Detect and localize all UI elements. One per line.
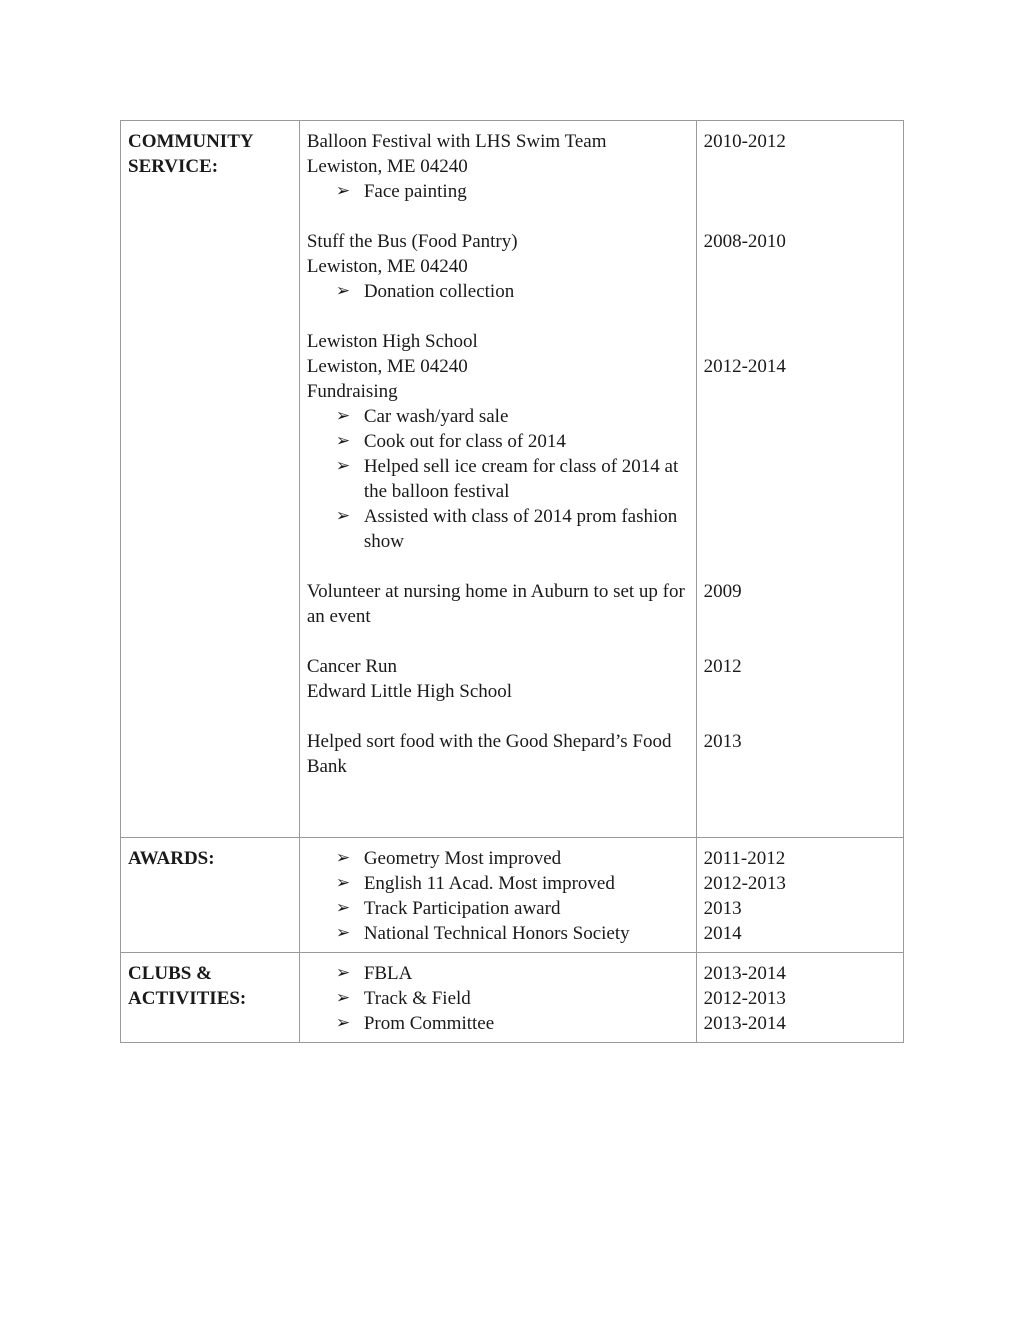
entry-line: Lewiston High School (306, 331, 478, 352)
arrow-bullet-icon: ➢ (335, 923, 351, 943)
awards-row (121, 838, 904, 953)
list-item (307, 921, 689, 946)
list-item-text: Track & Field (363, 988, 471, 1009)
clubs-row (121, 953, 904, 1043)
entry-line: Edward Little High School (306, 681, 513, 702)
arrow-bullet-icon: ➢ (335, 988, 351, 1008)
entry-line: Helped sort food with the Good Shepard’s Food Bank (306, 731, 677, 777)
community-entries (299, 121, 696, 838)
date: 2013 (703, 731, 742, 752)
date: 2012-2013 (703, 988, 786, 1009)
label-line: SERVICE: (128, 156, 219, 177)
list-item (307, 896, 689, 921)
list-item (307, 1011, 689, 1036)
awards-list (299, 838, 696, 953)
date: 2013 (703, 898, 742, 919)
list-item (307, 986, 689, 1011)
entry-line: Stuff the Bus (Food Pantry) (306, 231, 518, 252)
arrow-bullet-icon: ➢ (335, 1013, 351, 1033)
arrow-bullet-icon: ➢ (335, 963, 351, 983)
date: 2013-2014 (703, 963, 786, 984)
label-line: COMMUNITY (128, 131, 254, 152)
community-service-label (121, 121, 300, 838)
list-item (307, 871, 689, 896)
list-item-text: Prom Committee (363, 1013, 495, 1034)
list-item (307, 404, 689, 429)
list-item-text: Track Participation award (363, 898, 561, 919)
arrow-bullet-icon: ➢ (335, 898, 351, 918)
list-item-text: Cook out for class of 2014 (363, 431, 566, 452)
label-line: ACTIVITIES: (128, 988, 247, 1009)
awards-label (121, 838, 300, 953)
date: 2008-2010 (703, 231, 786, 252)
list-item-text: Face painting (363, 181, 467, 202)
entry-line: Lewiston, ME 04240 (306, 356, 468, 377)
arrow-bullet-icon: ➢ (335, 456, 351, 476)
list-item-text: Geometry Most improved (363, 848, 562, 869)
date: 2011-2012 (703, 848, 786, 869)
date: 2013-2014 (703, 1013, 786, 1034)
date: 2012-2014 (703, 356, 786, 377)
arrow-bullet-icon: ➢ (335, 181, 351, 201)
date: 2010-2012 (703, 131, 786, 152)
label-line: CLUBS & (128, 963, 212, 984)
entry-line: Lewiston, ME 04240 (306, 156, 468, 177)
date: 2012 (703, 656, 742, 677)
awards-dates (696, 838, 903, 953)
entry-line: Volunteer at nursing home in Auburn to set up for an event (306, 581, 690, 627)
list-item (307, 504, 689, 554)
list-item-text: English 11 Acad. Most improved (363, 873, 615, 894)
date: 2009 (703, 581, 742, 602)
arrow-bullet-icon: ➢ (335, 281, 351, 301)
list-item (307, 454, 689, 504)
date: 2014 (703, 923, 742, 944)
entry-line: Cancer Run (306, 656, 398, 677)
list-item (307, 961, 689, 986)
list-item-text: Helped sell ice cream for class of 2014 at the balloon festival (363, 456, 679, 502)
arrow-bullet-icon: ➢ (335, 506, 351, 526)
resume-table (120, 120, 904, 1043)
list-item (307, 846, 689, 871)
arrow-bullet-icon: ➢ (335, 406, 351, 426)
list-item (307, 279, 689, 304)
list-item (307, 429, 689, 454)
list-item-text: National Technical Honors Society (363, 923, 630, 944)
arrow-bullet-icon: ➢ (335, 431, 351, 451)
community-service-row (121, 121, 904, 838)
list-item-text: Car wash/yard sale (363, 406, 509, 427)
list-item (307, 179, 689, 204)
clubs-dates (696, 953, 903, 1043)
entry-line: Lewiston, ME 04240 (306, 256, 468, 277)
arrow-bullet-icon: ➢ (335, 848, 351, 868)
entry-line: Balloon Festival with LHS Swim Team (306, 131, 607, 152)
clubs-list (299, 953, 696, 1043)
arrow-bullet-icon: ➢ (335, 873, 351, 893)
list-item-text: Donation collection (363, 281, 515, 302)
list-item-text: Assisted with class of 2014 prom fashion show (363, 506, 678, 552)
clubs-label (121, 953, 300, 1043)
entry-line: Fundraising (306, 381, 398, 402)
label-line: AWARDS: (128, 848, 215, 869)
community-dates (696, 121, 903, 838)
list-item-text: FBLA (363, 963, 413, 984)
date: 2012-2013 (703, 873, 786, 894)
